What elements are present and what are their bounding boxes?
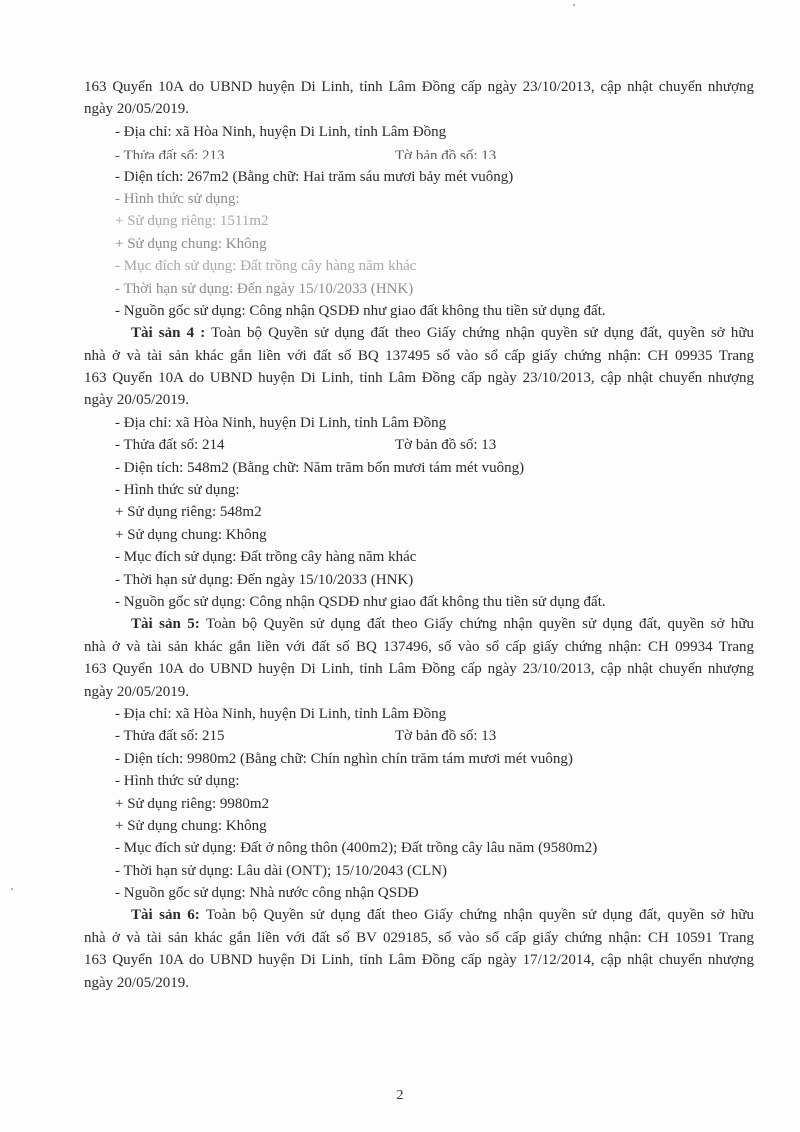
asset5-common-use: + Sử dụng chung: Không [115,817,267,834]
asset5-label: Tài sản 5: [131,616,200,633]
asset4-map-sheet: Tờ bản đồ số: 13 [395,437,497,454]
asset4-usage-form: - Hình thức sử dụng: [115,482,240,499]
asset5-area: - Diện tích: 9980m2 (Bằng chữ: Chín nghìn chín trăm tám mươi mét vuông) [115,750,573,767]
page-number: 2 [396,1088,404,1103]
asset5-usage-form: - Hình thức sử dụng: [115,773,240,790]
asset4-purpose: - Mục đích sử dụng: Đất trồng cây hàng năm khác [115,549,417,566]
asset4-line-1-text: Toàn bộ Quyền sử dụng đất theo Giấy chứng nhận quyền sử dụng đất, quyền sở hữu [205,325,754,342]
intro-address: - Địa chỉ: xã Hòa Ninh, huyện Di Linh, tỉnh Lâm Đồng [115,123,447,140]
asset4-term: - Thời hạn sử dụng: Đến ngày 15/10/2033 (HNK) [115,571,414,588]
intro-term: - Thời hạn sử dụng: Đến ngày 15/10/2033 (HNK) [115,280,414,297]
asset4-label: Tài sản 4 : [131,325,206,342]
document-body [84,76,754,994]
asset4-parcel [84,434,754,456]
asset4-origin: - Nguồn gốc sử dụng: Công nhận QSDĐ như giao đất không thu tiền sử dụng đất. [115,593,606,610]
asset5-private-use: + Sử dụng riêng: 9980m2 [115,795,270,812]
asset4-area: - Diện tích: 548m2 (Bằng chữ: Năm trăm bốn mươi tám mét vuông) [115,459,525,476]
asset6-line-4: ngày 20/05/2019. [84,974,189,991]
asset5-address: - Địa chỉ: xã Hòa Ninh, huyện Di Linh, tỉnh Lâm Đồng [115,705,447,722]
intro-purpose: - Mục đích sử dụng: Đất trồng cây hàng năm khác [115,258,417,275]
intro-line-1: 163 Quyển 10A do UBND huyện Di Linh, tỉnh Lâm Đồng cấp ngày 23/10/2013, cập nhật chuyển nhượng [84,79,754,95]
asset5-line-3: 163 Quyển 10A do UBND huyện Di Linh, tỉnh Lâm Đồng cấp ngày 23/10/2013, cập nhật chuyển nhượng [84,661,754,678]
asset4-private-use: + Sử dụng riêng: 548m2 [115,504,262,521]
intro-parcel-number: - Thửa đất số: 213 [115,148,225,160]
asset5-term: - Thời hạn sử dụng: Lâu dài (ONT); 15/10/2043 (CLN) [115,862,447,879]
asset5-map-sheet: Tờ bản đồ số: 13 [395,728,497,745]
asset4-common-use: + Sử dụng chung: Không [115,526,267,543]
asset5-line-4: ngày 20/05/2019. [84,683,189,700]
intro-line-2: ngày 20/05/2019. [84,101,189,118]
asset5-line-1 [84,613,754,635]
asset5-line-2: nhà ở và tài sản khác gắn liền với đất số BQ 137496, số vào sổ cấp giấy chứng nhận: CH 09934 Trang [84,638,754,655]
asset4-line-1 [84,322,754,344]
asset6-label: Tài sản 6: [131,907,200,924]
asset5-purpose: - Mục đích sử dụng: Đất ở nông thôn (400m2); Đất trồng cây lâu năm (9580m2) [115,840,598,857]
intro-usage-form: - Hình thức sử dụng: [115,190,240,207]
asset4-parcel-number: - Thửa đất số: 214 [115,437,225,454]
intro-area: - Diện tích: 267m2 (Bằng chữ: Hai trăm sáu mươi bảy mét vuông) [115,168,514,185]
scan-speck [573,4,575,6]
asset4-line-2: nhà ở và tài sản khác gắn liền với đất số BQ 137495 số vào sổ cấp giấy chứng nhận: CH 09935 Trang [84,347,754,364]
asset6-line-3: 163 Quyển 10A do UBND huyện Di Linh, tỉnh Lâm Đồng cấp ngày 17/12/2014, cập nhật chuyển nhượng [84,952,754,969]
intro-parcel [84,147,754,159]
asset6-line-2: nhà ở và tài sản khác gắn liền với đất số BV 029185, số vào sổ cấp giấy chứng nhận: CH 10591 Trang [84,929,754,946]
asset4-address: - Địa chỉ: xã Hòa Ninh, huyện Di Linh, tỉnh Lâm Đồng [115,414,447,431]
intro-private-use: + Sử dụng riêng: 1511m2 [115,213,269,230]
asset5-parcel [84,725,754,747]
intro-common-use: + Sử dụng chung: Không [115,235,267,252]
asset5-line-1-text: Toàn bộ Quyền sử dụng đất theo Giấy chứng nhận quyền sử dụng đất, quyền sở hữu [199,616,754,633]
asset4-line-3: 163 Quyển 10A do UBND huyện Di Linh, tỉnh Lâm Đồng cấp ngày 23/10/2013, cập nhật chuyển nhượng [84,370,754,387]
asset5-parcel-number: - Thửa đất số: 215 [115,728,225,745]
asset5-origin: - Nguồn gốc sử dụng: Nhà nước công nhận QSDĐ [115,885,419,902]
asset6-line-1-text: Toàn bộ Quyền sử dụng đất theo Giấy chứng nhận quyền sử dụng đất, quyền sở hữu [199,907,754,924]
intro-map-sheet: Tờ bản đồ số: 13 [395,148,497,160]
scan-speck [11,888,13,890]
asset6-line-1 [84,904,754,926]
intro-origin: - Nguồn gốc sử dụng: Công nhận QSDĐ như giao đất không thu tiền sử dụng đất. [115,302,606,319]
asset4-line-4: ngày 20/05/2019. [84,392,189,409]
